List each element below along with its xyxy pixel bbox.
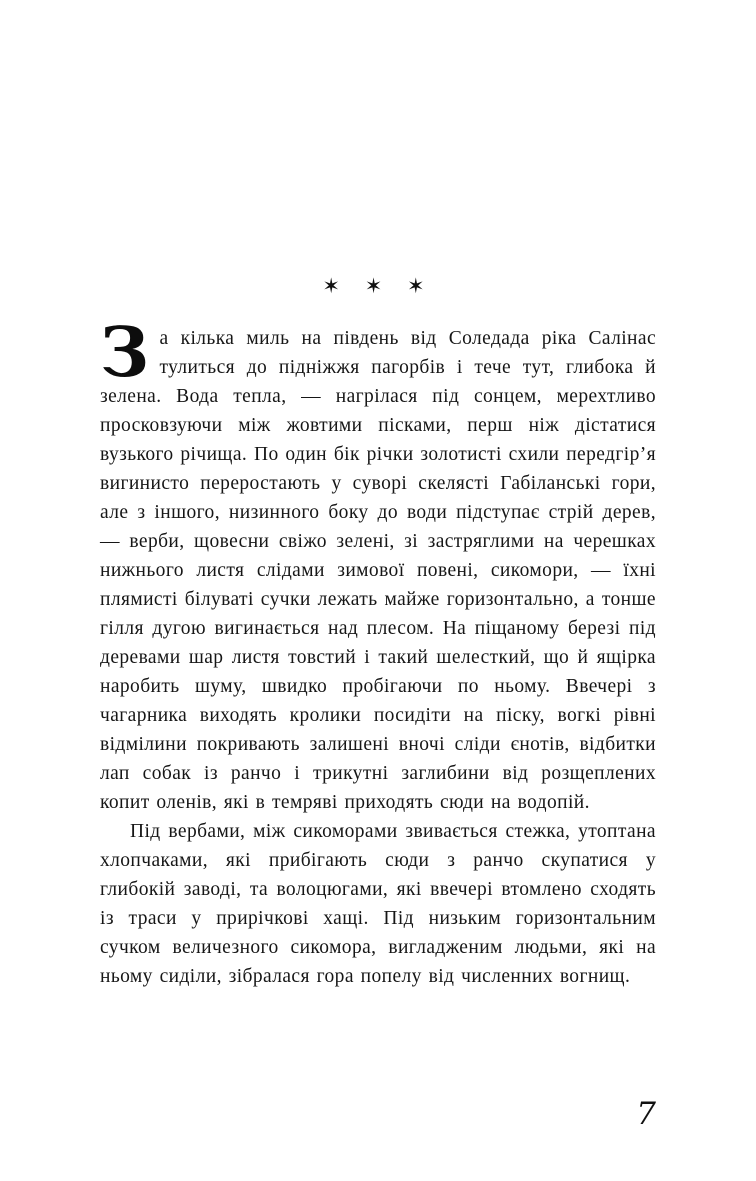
paragraph: Під вербами, між сикоморами звивається стежка, утоптана хлопчаками, які прибігають сюди з ранчо скупатися у глибокій заводі, та волоцюгами, які ввечері втомлено сходять із траси у прирічкові хащі. Під низьким горизонтальним сучком величезного сикомора, вигладженим людьми, які на ньому сиділи, зібралася гора попелу від численних вогнищ. <box>100 821 656 987</box>
page-number: 7 <box>636 1096 656 1132</box>
text-block <box>100 313 656 991</box>
dropcap-letter: З <box>100 313 150 393</box>
section-break-ornament: ✶ ✶ ✶ <box>322 274 434 298</box>
paragraph <box>100 313 656 817</box>
paragraph-text: а кілька миль на південь від Соледада ріка Салінас тулиться до підніжжя пагорбів і тече тут, глибока й зелена. Вода тепла, — нагрілася під сонцем, мерехтливо просковзуючи між жовтими пісками, перш ніж дістатися вузького річища. По один бік річки золотисті схили передгір’я вигинисто переростають у суворі скелясті Габіланські гори, але з іншого, низинного боку до води підступає стрій дерев, — верби, щовесни свіжо зелені, зі застряглими на черешках нижнього листя слідами зимової повені, сикомори, — їхні плямисті білуваті сучки лежать майже горизонтально, а тонше гілля дугою вигинається над плесом. На піщаному березі під деревами шар листя товстий і такий шелесткий, що й ящірка наробить шуму, швидко пробігаючи по ньому. Ввечері з чагарника виходять кролики посидіти на піску, вогкі рівні відмілини покривають залишені вночі сліди єнотів, відбитки лап собак із ранчо і трикутні заглибини від розщеплених копит оленів, які в темряві приходять сюди на водопій. <box>100 328 656 813</box>
